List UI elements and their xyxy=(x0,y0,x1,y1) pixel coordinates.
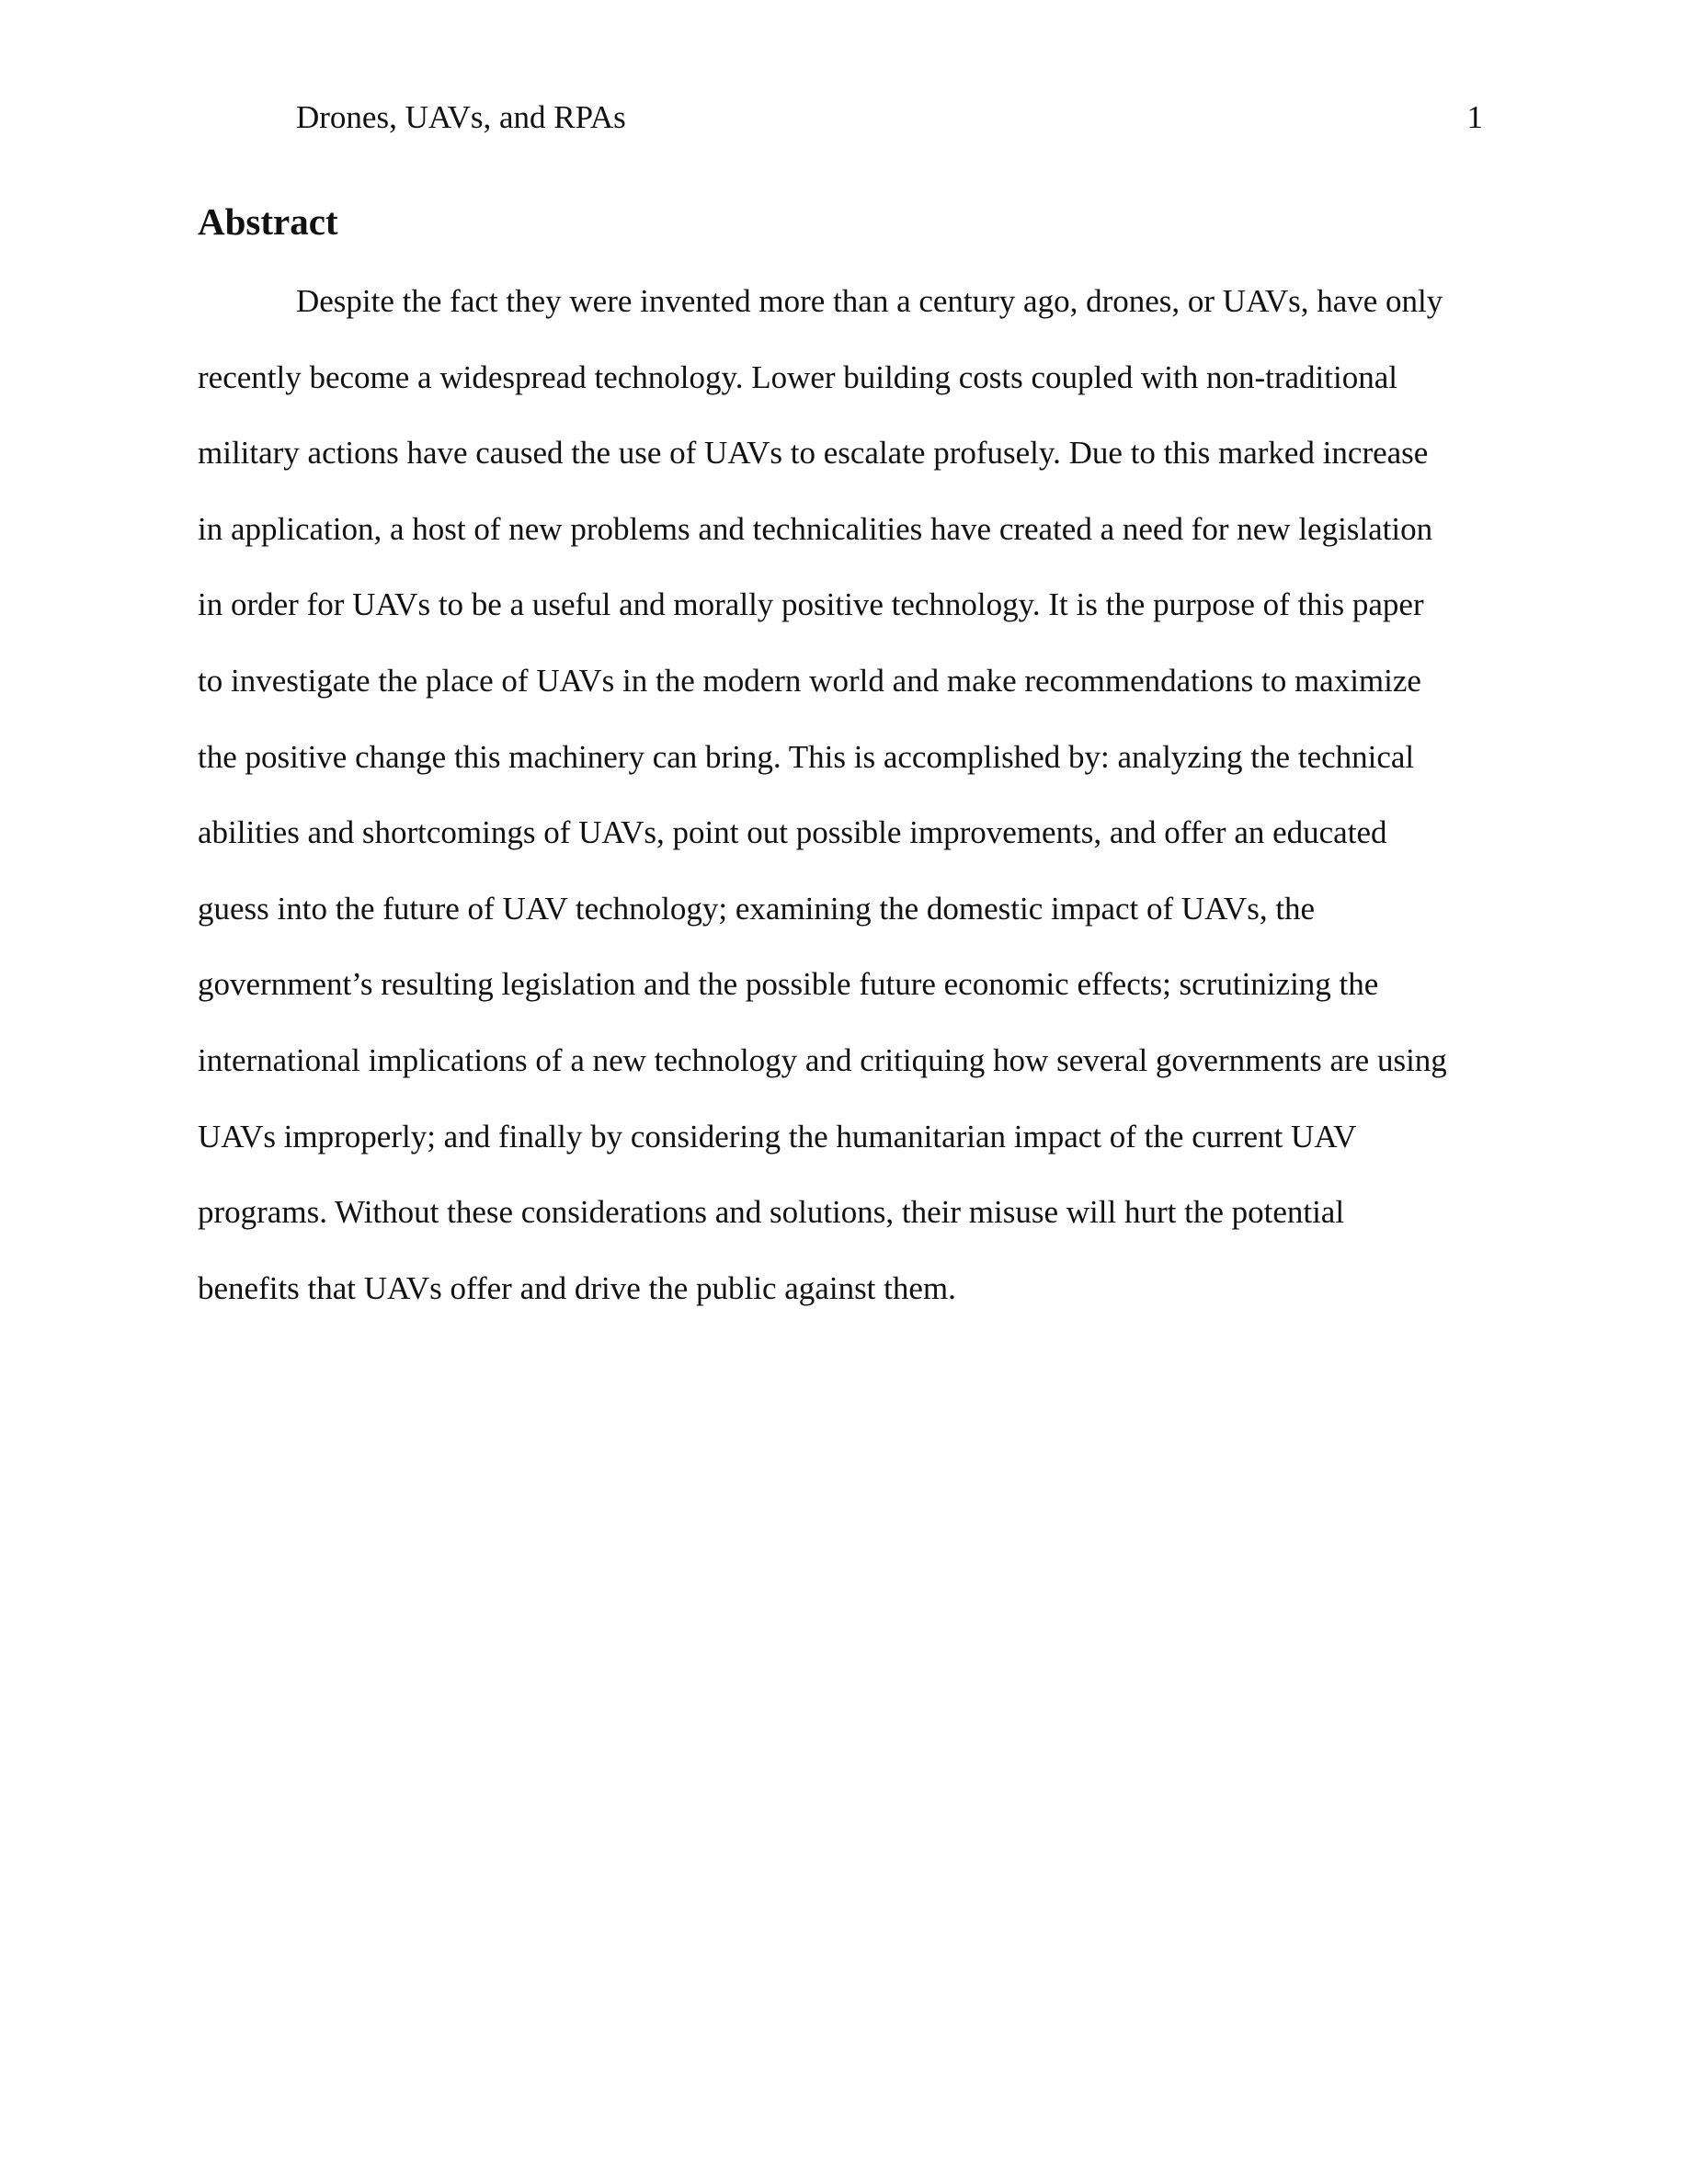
abstract-line: recently become a widespread technology. Lower building costs coupled with non-traditional xyxy=(198,358,1397,395)
abstract-heading: Abstract xyxy=(198,200,338,243)
abstract-line: the positive change this machinery can bring. This is accomplished by: analyzing the technical xyxy=(198,738,1415,775)
page-number: 1 xyxy=(1466,99,1483,135)
running-head: Drones, UAVs, and RPAs xyxy=(296,99,626,135)
abstract-line: military actions have caused the use of UAVs to escalate profusely. Due to this marked increase xyxy=(198,435,1429,472)
abstract-line: in application, a host of new problems and technicalities have created a need for new legislation xyxy=(198,510,1433,547)
abstract-line: abilities and shortcomings of UAVs, point out possible improvements, and offer an educated xyxy=(198,814,1387,851)
abstract-line: to investigate the place of UAVs in the modern world and make recommendations to maximize xyxy=(198,662,1421,699)
abstract-line: in order for UAVs to be a useful and morally positive technology. It is the purpose of this paper xyxy=(198,586,1424,623)
abstract-line: UAVs improperly; and finally by considering the humanitarian impact of the current UAV xyxy=(198,1118,1357,1155)
abstract-line: guess into the future of UAV technology; examining the domestic impact of UAVs, the xyxy=(198,890,1316,927)
abstract-body xyxy=(198,279,1485,1341)
abstract-line: international implications of a new technology and critiquing how several governments are using xyxy=(198,1041,1447,1078)
abstract-line: Despite the fact they were invented more than a century ago, drones, or UAVs, have only xyxy=(296,283,1443,319)
abstract-line: benefits that UAVs offer and drive the public against them. xyxy=(198,1269,956,1306)
abstract-line: government’s resulting legislation and the possible future economic effects; scrutinizing the xyxy=(198,966,1379,1003)
abstract-line: programs. Without these considerations and solutions, their misuse will hurt the potential xyxy=(198,1194,1345,1231)
